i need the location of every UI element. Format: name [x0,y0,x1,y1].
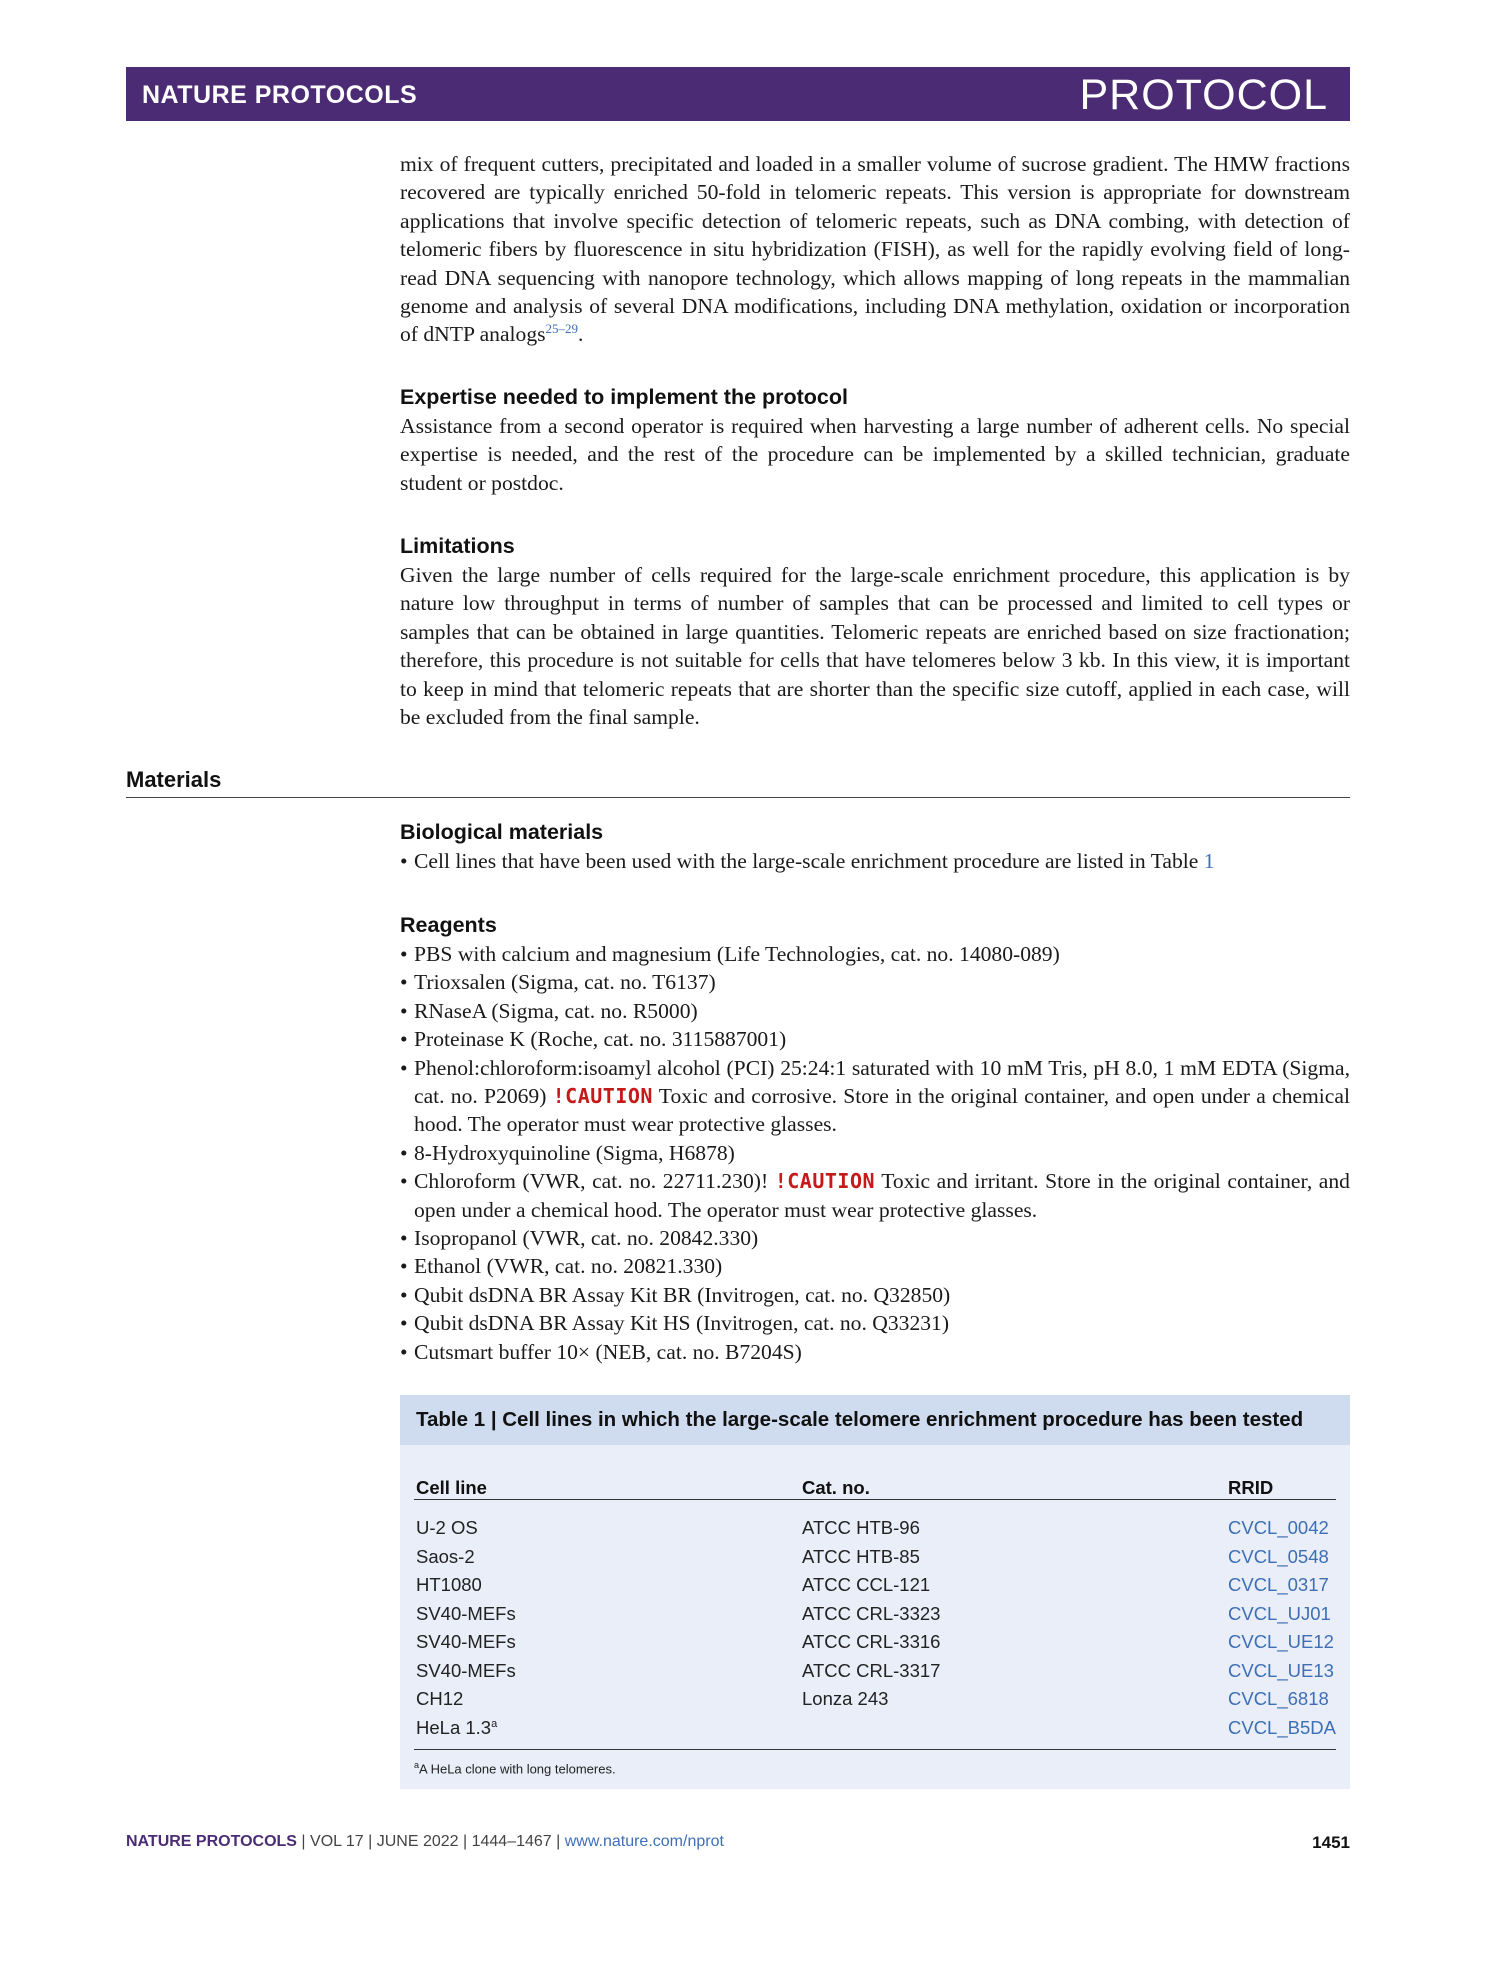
cat-no: ATCC HTB-85 [802,1545,920,1567]
rrid-link[interactable]: CVCL_0548 [1228,1545,1329,1567]
journal-name: NATURE PROTOCOLS [142,81,418,109]
cell-line: SV40-MEFs [416,1602,516,1624]
cell-line: SV40-MEFs [416,1659,516,1681]
cat-no: Lonza 243 [802,1688,889,1709]
expertise-text: Assistance from a second operator is required when harvesting a large number of adherent cells. No special expertise is needed, and the rest of the procedure can be implemented by a skilled technician, graduate student or postdoc. [400,414,1350,495]
caution-label: !CAUTION [774,1169,876,1194]
cell-line: HeLa 1.3$^a$ [416,1716,498,1738]
article-type: PROTOCOL [1079,71,1328,119]
cell-line: Saos-2 [416,1545,475,1567]
list-item: • RNaseA (Sigma, cat. no. R5000) [400,998,698,1023]
column-header-rrid: RRID [1228,1477,1274,1498]
expertise-heading: Expertise needed to implement the protocol [400,385,848,409]
cell-line: CH12 [416,1688,464,1709]
materials-heading [126,767,1350,798]
list-item: • Cell lines that have been used with the large-scale enrichment procedure are listed in Table 1 [400,849,1215,873]
list-item: • Isopropanol (VWR, cat. no. 20842.330) [400,1226,759,1251]
cell-line: HT1080 [416,1574,482,1595]
table-row [400,1631,1350,1659]
header-rule [414,1499,1336,1500]
cat-no: ATCC CRL-3317 [802,1659,941,1681]
rrid-link[interactable]: CVCL_0317 [1228,1574,1329,1595]
cat-no: ATCC HTB-96 [802,1517,920,1538]
table-row [400,1574,1350,1602]
list-item: • Ethanol (VWR, cat. no. 20821.330) [400,1254,723,1279]
list-item: • Phenol:chloroform:isoamyl alcohol (PCI) 25:24:1 saturated with 10 mM Tris, pH 8.0, 1 mM EDTA (Sigma, cat. no. P2069) !CAUTION Toxic and corrosive. Store in the original container, and open under a chemical hood. The operator must wear protective glasses. [400,1055,1350,1137]
table-row [400,1603,1350,1631]
reagents-list [400,940,1350,1366]
list-item: • Qubit dsDNA BR Assay Kit HS (Invitrogen, cat. no. Q33231) [400,1311,950,1336]
caution-label: !CAUTION [552,1084,653,1109]
list-item: • Qubit dsDNA BR Assay Kit BR (Invitrogen, cat. no. Q32850) [400,1282,951,1307]
rrid-link[interactable]: CVCL_6818 [1228,1688,1329,1709]
list-item: • 8-Hydroxyquinoline (Sigma, H6878) [400,1140,735,1165]
limitations-section [400,534,1350,731]
rrid-link[interactable]: CVCL_UE13 [1228,1659,1334,1681]
cat-no: ATCC CCL-121 [802,1574,931,1595]
cat-no: ATCC CRL-3323 [802,1602,941,1624]
list-item: • PBS with calcium and magnesium (Life Technologies, cat. no. 14080-089) [400,942,1060,966]
cat-no: ATCC CRL-3316 [802,1631,941,1652]
footnote-mark: a [491,1717,498,1730]
list-item: • Chloroform (VWR, cat. no. 22711.230)! !CAUTION Toxic and irritant. Store in the original container, and open under a chemical hood. The operator must wear protective glasses. [400,1169,1350,1222]
limitations-heading: Limitations [400,534,515,558]
table-row [400,1546,1350,1574]
rrid-link[interactable]: CVCL_UE12 [1228,1631,1334,1652]
rrid-link[interactable]: CVCL_B5DA [1228,1716,1336,1738]
reagents-heading: Reagents [400,913,497,937]
intro-paragraph: mix of frequent cutters, precipitated and loaded in a smaller volume of sucrose gradient. The HMW fractions recovered are typically enriched 50-fold in telomeric repeats. This version is appropriate for downstream applications that involve specific detection of telomeric repeats, such as DNA combing, with detection of telomeric fibers by fluorescence in situ hybridization (FISH), as well for the rapidly evolving field of long-read DNA sequencing with nanopore technology, which allows mapping of long repeats in the mammalian genome and analysis of several DNA modifications, including DNA methylation, oxidation or incorporation of dNTP analogs$^{25-29}$. [400,152,1350,347]
list-item: • Trioxsalen (Sigma, cat. no. T6137) [400,970,716,995]
page-footer [126,1833,1350,1855]
page-number: 1451 [1312,1833,1350,1852]
limitations-text: Given the large number of cells required for the large-scale enrichment procedure, this application is by nature low throughput in terms of number of samples that can be processed and limited to cell types or samples that can be obtained in large quantities. Telomeric repeats are enriched based on size fractionation; therefore, this procedure is not suitable for cells that have telomeres below 3 kb. In this view, it is important to keep in mind that telomeric repeats that are shorter than the specific size cutoff, applied in each case, will be excluded from the final sample. [400,563,1350,730]
materials-heading-text: Materials [126,767,222,792]
table-1-link[interactable]: 1 [1203,849,1215,873]
table-1 [400,1395,1350,1789]
biological-materials-section [400,820,1350,875]
biological-materials-list [400,847,1350,875]
table-row [400,1688,1350,1716]
biological-materials-heading: Biological materials [400,820,604,844]
list-item: • Proteinase K (Roche, cat. no. 3115887001) [400,1027,787,1052]
footer-journal-name: NATURE PROTOCOLS [126,1833,297,1850]
column-header-cat-no: Cat. no. [802,1477,870,1498]
reagents-section [400,913,1350,1366]
citation-link[interactable]: 25–29 [545,321,579,337]
column-header-cell-line: Cell line [416,1477,487,1498]
table-row [400,1717,1350,1745]
journal-url-link[interactable]: www.nature.com/nprot [564,1833,724,1850]
footer-citation: NATURE PROTOCOLS | VOL 17 | JUNE 2022 | 1444–1467 | www.nature.com/nprot [126,1833,724,1850]
journal-header-bar [126,67,1350,121]
intro-section [400,150,1350,349]
table-title-bar [400,1395,1350,1445]
cell-line: SV40-MEFs [416,1631,516,1652]
table-footnote: $^a$A HeLa clone with long telomeres. [414,1760,616,1777]
table-row [400,1660,1350,1688]
bottom-rule [414,1749,1336,1750]
rrid-link[interactable]: CVCL_0042 [1228,1517,1329,1538]
rrid-link[interactable]: CVCL_UJ01 [1228,1602,1331,1624]
table-row [400,1517,1350,1545]
cell-line: U-2 OS [416,1517,478,1538]
table-title: Table 1 | Cell lines in which the large-scale telomere enrichment procedure has been tested [416,1408,1304,1431]
expertise-section [400,385,1350,497]
list-item: • Cutsmart buffer 10× (NEB, cat. no. B7204S) [400,1339,802,1364]
